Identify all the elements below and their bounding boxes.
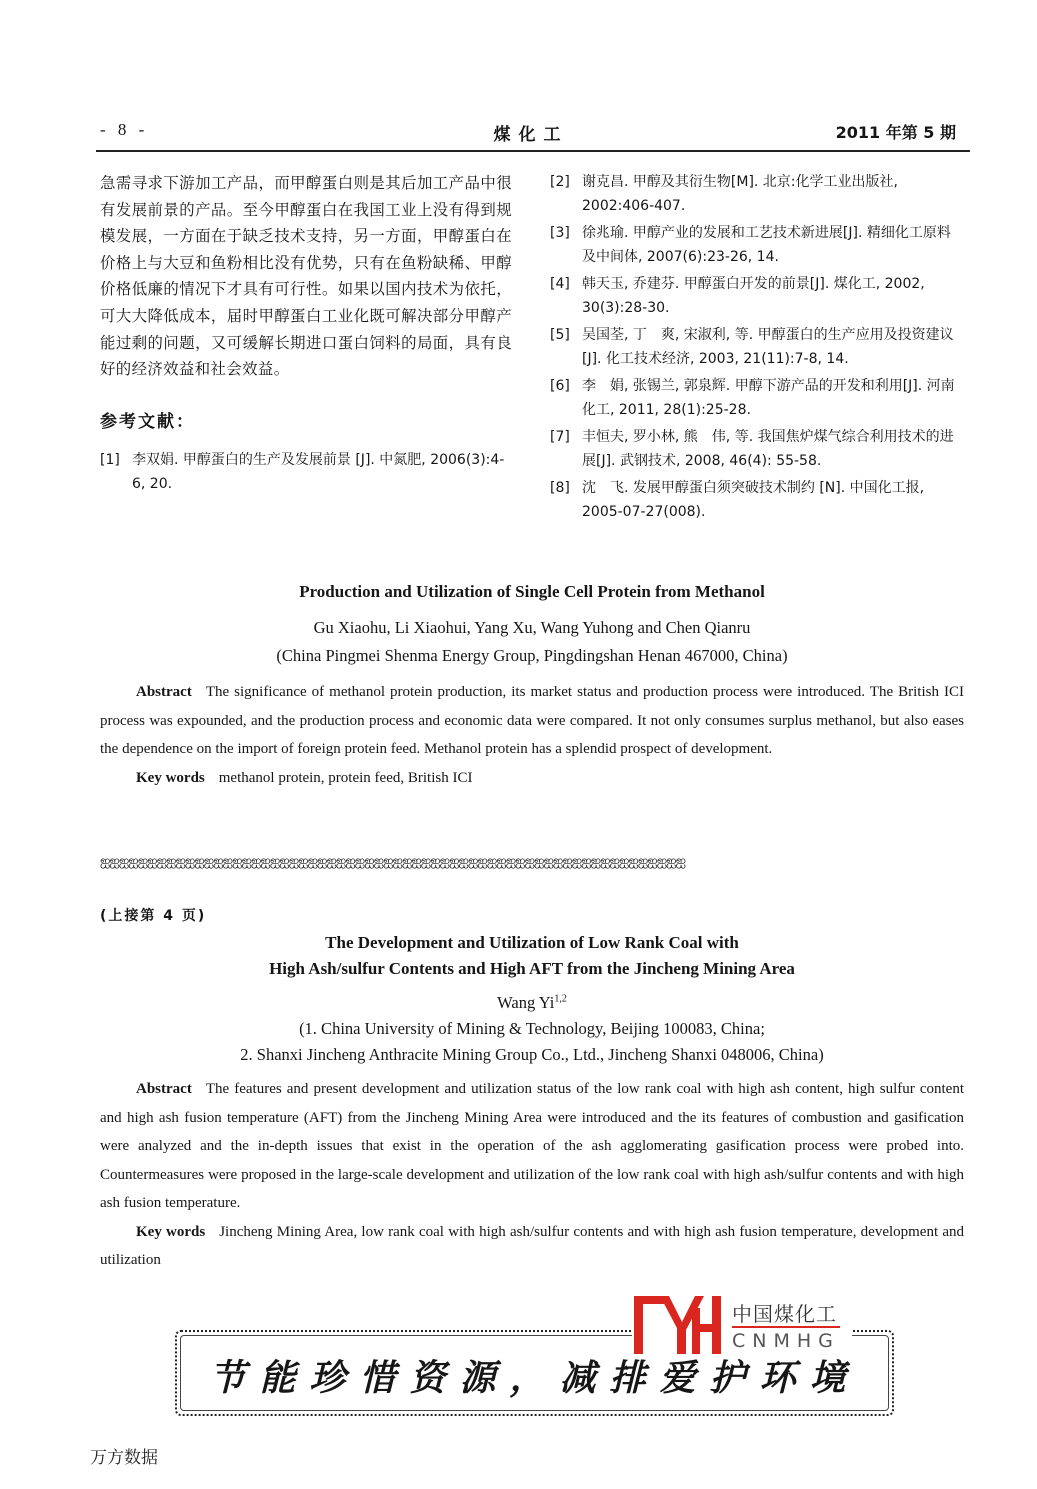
references-list-left [100,448,512,496]
article2-keywords [100,1218,964,1274]
left-column [100,170,512,496]
keywords-label: Key words [136,1223,206,1240]
right-column [550,170,962,527]
article2-affiliation-1: (1. China University of Mining & Technology, Beijing 100083, China; [299,1019,765,1038]
ornamental-divider: ஐஐஐஐஐஐஐஐஐஐஐஐஐஐஐஐஐஐஐஐஐஐஐஐஐஐஐஐஐஐஐஐஐஐஐஐஐஐஐஐஐஐஐஐஐஐஐஐஐஐஐஐஐஐஐஐஐஐஐஐஐஐ [100,855,686,869]
reference-item [550,476,962,524]
author-superscript: 1,2 [554,993,567,1005]
article2-author [100,993,964,1013]
issue-label: 2011 年第 5 期 [835,123,956,142]
cnmhg-logo-icon [632,1296,722,1354]
reference-text: 徐兆瑜. 甲醇产业的发展和工艺技术新进展[J]. 精细化工原料及中间体, 2007(6):23-26, 14. [582,225,951,265]
abstract-label: Abstract [136,684,192,700]
body-paragraph: 急需寻求下游加工产品，而甲醇蛋白则是其后加工产品中很有发展前景的产品。至今甲醇蛋白在我国工业上没有得到规模发展，一方面在于缺乏技术支持，另一方面，甲醇蛋白在价格上与大豆和鱼粉相比没有优势，只有在鱼粉缺稀、甲醇价格低廉的情况下才具有可行性。如果以国内技术为依托，可大大降低成本，届时甲醇蛋白工业化既可解决部分甲醇产能过剩的问题，又可缓解长期进口蛋白饲料的局面，具有良好的经济效益和社会效益。 [100,174,512,379]
reference-number: [3] [550,225,570,241]
header-rule [96,150,970,152]
reference-item [550,170,962,218]
reference-text: 韩天玉, 乔建芬. 甲醇蛋白开发的前景[J]. 煤化工, 2002, 30(3):28-30. [582,276,925,316]
wanfang-watermark: 万方数据 [90,1448,158,1468]
reference-number: [5] [550,327,570,343]
keywords-text: methanol protein, protein feed, British ICI [218,769,473,786]
article2-title-line2: High Ash/sulfur Contents and High AFT from the Jincheng Mining Area [269,959,795,978]
keywords-label: Key words [136,769,205,786]
abstract-text: The significance of methanol protein production, its market status and production process were introduced. The British ICI process was expounded, and the production process and economic data were compared. It not only consumes surplus methanol, but also eases the dependence on the import of foreign protein feed. Methanol protein has a splendid prospect of development. [100,684,964,757]
page-number: - 8 - [100,120,149,139]
article1-title: Production and Utilization of Single Cell Protein from Methanol [299,582,765,601]
article1-authors: Gu Xiaohu, Li Xiaohui, Yang Xu, Wang Yuhong and Chen Qianru [313,618,751,637]
logo-chinese-text: 中国煤化工 [732,1302,837,1326]
cnmhg-logo [632,1296,852,1354]
article1-keywords [100,764,964,792]
article1-affiliation: (China Pingmei Shenma Energy Group, Pingdingshan Henan 467000, China) [276,646,788,665]
running-header [100,120,962,145]
reference-text: 李双娟. 甲醇蛋白的生产及发展前景 [J]. 中氮肥, 2006(3):4-6, 20. [132,451,505,492]
abstract-label: Abstract [136,1081,192,1097]
keywords-text: Jincheng Mining Area, low rank coal with high ash/sulfur contents and with high ash fusion temperature, development and utilization [100,1223,965,1268]
reference-text: 沈 飞. 发展甲醇蛋白须突破技术制约 [N]. 中国化工报, 2005-07-27(008). [582,480,925,520]
reference-item [550,323,962,371]
reference-item [100,448,512,496]
reference-number: [7] [550,429,570,445]
continued-from-note: (上接第 4 页) [100,908,207,924]
logo-english-text: CNMHG [732,1330,840,1352]
article2-title-line1: The Development and Utilization of Low Rank Coal with [325,933,739,952]
reference-number: [4] [550,276,570,292]
abstract-text: The features and present development and utilization status of the low rank coal with high ash content, high sulfur content and high ash fusion temperature (AFT) from the Jincheng Mining Area were introduced and the its features of combustion and gasification were analyzed and the in-depth issues that exist in the operation of the ash agglomerating gasification process were probed into. Countermeasures were proposed in the large-scale development and utilization of the low rank coal with high ash/sulfur contents and with high ash fusion temperature. [100,1081,964,1211]
article2-english-block [100,933,964,1274]
logo-rule [732,1326,840,1328]
reference-number: [8] [550,480,570,496]
reference-text: 李 娟, 张锡兰, 郭泉辉. 甲醇下游产品的开发和利用[J]. 河南化工, 2011, 28(1):25-28. [582,378,955,418]
article1-english-block [100,582,964,792]
reference-number: [2] [550,174,570,190]
reference-text: 丰恒夫, 罗小林, 熊 伟, 等. 我国焦炉煤气综合利用技术的进展[J]. 武钢技术, 2008, 46(4): 55-58. [582,429,954,469]
references-title: 参考文献： [100,411,195,432]
reference-number: [6] [550,378,570,394]
reference-text: 谢克昌. 甲醇及其衍生物[M]. 北京:化学工业出版社, 2002:406-407. [582,174,898,214]
reference-item [550,374,962,422]
reference-number: [1] [100,451,120,468]
article1-abstract [100,678,964,764]
article2-affiliation-2: 2. Shanxi Jincheng Anthracite Mining Group Co., Ltd., Jincheng Shanxi 048006, China) [240,1045,824,1064]
reference-item [550,272,962,320]
journal-name: 煤化工 [493,125,569,145]
reference-text: 吴国荃, 丁 爽, 宋淑利, 等. 甲醇蛋白的生产应用及投资建议[J]. 化工技术经济, 2003, 21(11):7-8, 14. [582,327,954,367]
slogan-text: 节能珍惜资源，减排爱护环境 [209,1357,860,1399]
author-name: Wang Yi [497,993,555,1012]
reference-item [550,425,962,473]
article2-abstract [100,1075,964,1218]
reference-item [550,221,962,269]
